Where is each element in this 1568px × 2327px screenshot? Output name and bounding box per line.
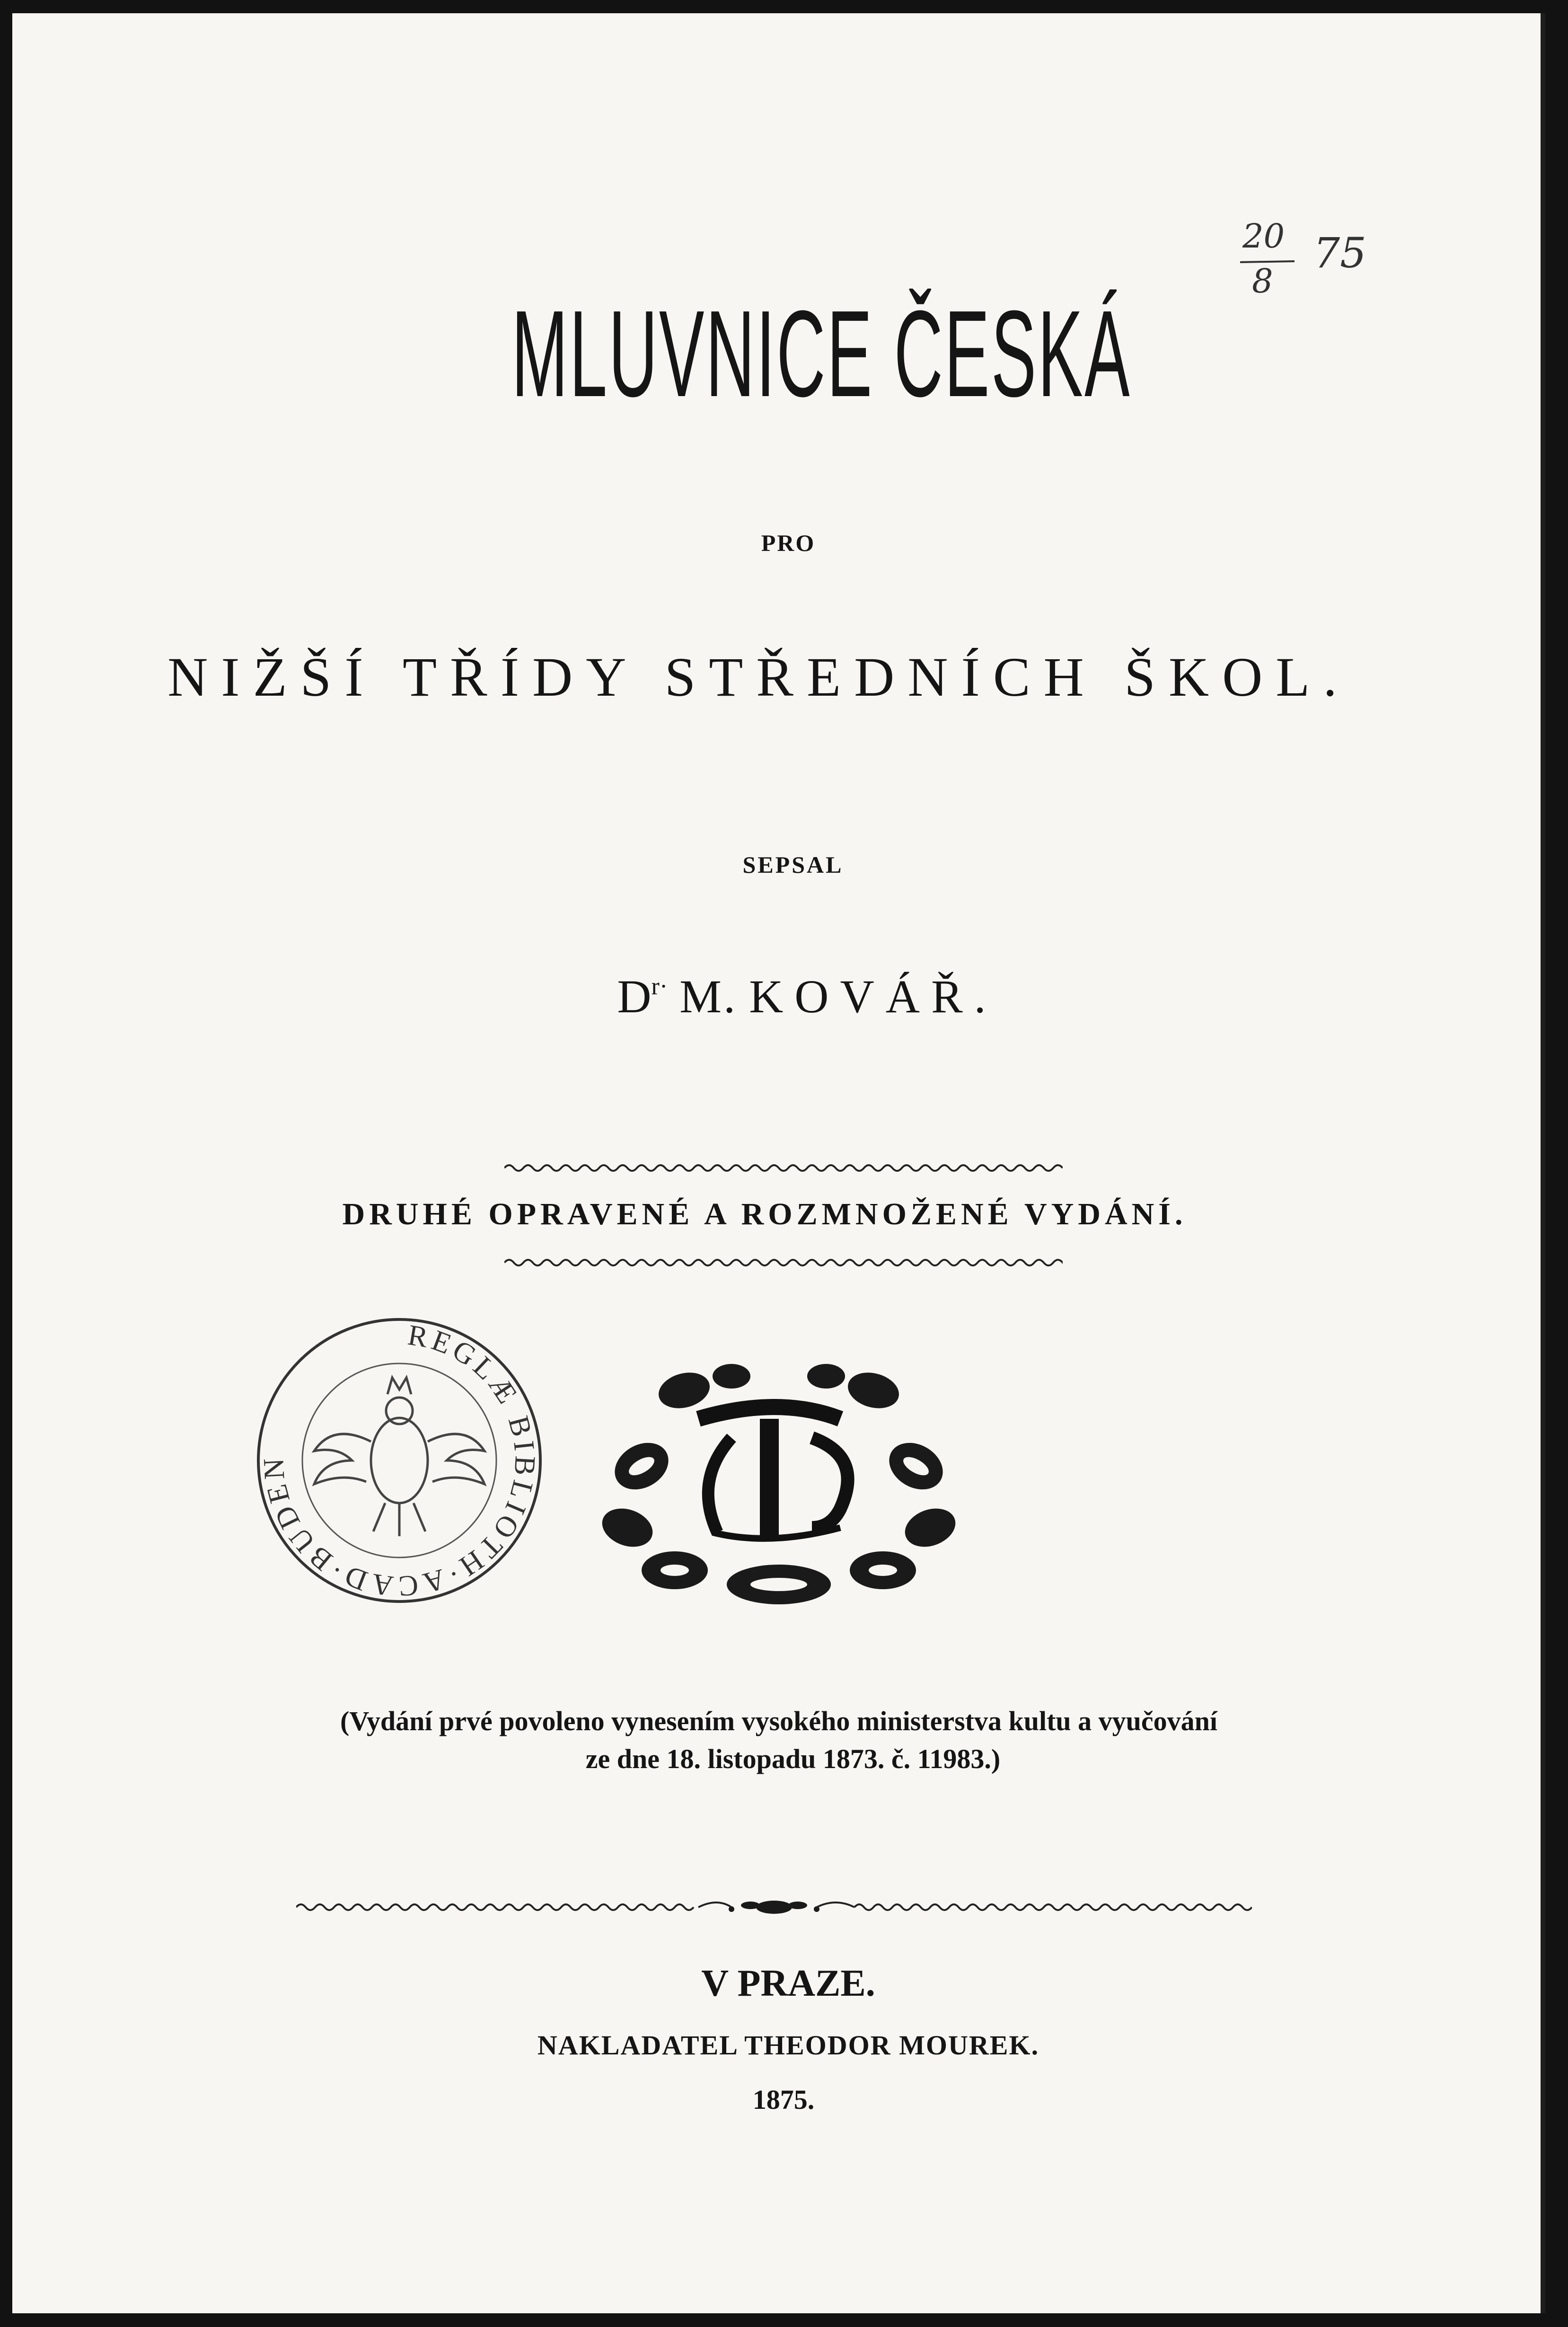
approval-note-line-1: (Vydání prvé povoleno vynesením vysokého ministerstva kultu a vyučování xyxy=(340,1706,1218,1736)
author-surname: KOVÁŘ. xyxy=(749,970,997,1023)
author-name xyxy=(41,969,1568,1024)
author-label: SEPSAL xyxy=(742,851,844,878)
approval-note-line-2: ze dne 18. listopadu 1873. č. 11983.) xyxy=(585,1743,1001,1774)
imprint-publisher: NAKLADATEL THEODOR MOUREK. xyxy=(537,2030,1039,2061)
author-initial: M. xyxy=(679,970,738,1023)
library-stamp xyxy=(253,1314,546,1607)
eagle-emblem-icon xyxy=(314,1378,484,1536)
handwritten-shelfmark xyxy=(1228,212,1384,321)
book-subtitle: NIŽŠÍ TŘÍDY STŘEDNÍCH ŠKOL. xyxy=(167,646,1350,708)
author-title-superscript: r· xyxy=(651,973,668,1000)
tm-monogram-icon xyxy=(698,1407,848,1539)
wavy-rule-top xyxy=(504,1161,1063,1175)
decorative-divider xyxy=(296,1898,1252,1917)
title-connector: PRO xyxy=(761,530,816,556)
publisher-monogram-ornament xyxy=(590,1348,968,1613)
book-title: MLUVNICE ČESKÁ xyxy=(511,285,1131,423)
imprint-year: 1875. xyxy=(752,2084,815,2115)
imprint-place: V PRAZE. xyxy=(701,1963,875,2004)
edition-statement: DRUHÉ OPRAVENÉ A ROZMNOŽENÉ VYDÁNÍ. xyxy=(342,1197,1187,1231)
author-title: D xyxy=(617,970,652,1023)
handwritten-number-right: 75 xyxy=(1313,229,1366,277)
svg-text:REGLÆ BIBLIOTH·ACAD·BUDEN: REGLÆ BIBLIOTH·ACAD·BUDEN xyxy=(257,1318,541,1603)
title-page xyxy=(12,13,1545,2313)
handwritten-number-bottom: 8 xyxy=(1252,262,1273,301)
wavy-rule-bottom xyxy=(504,1256,1063,1270)
handwritten-number-top: 20 xyxy=(1242,217,1285,256)
